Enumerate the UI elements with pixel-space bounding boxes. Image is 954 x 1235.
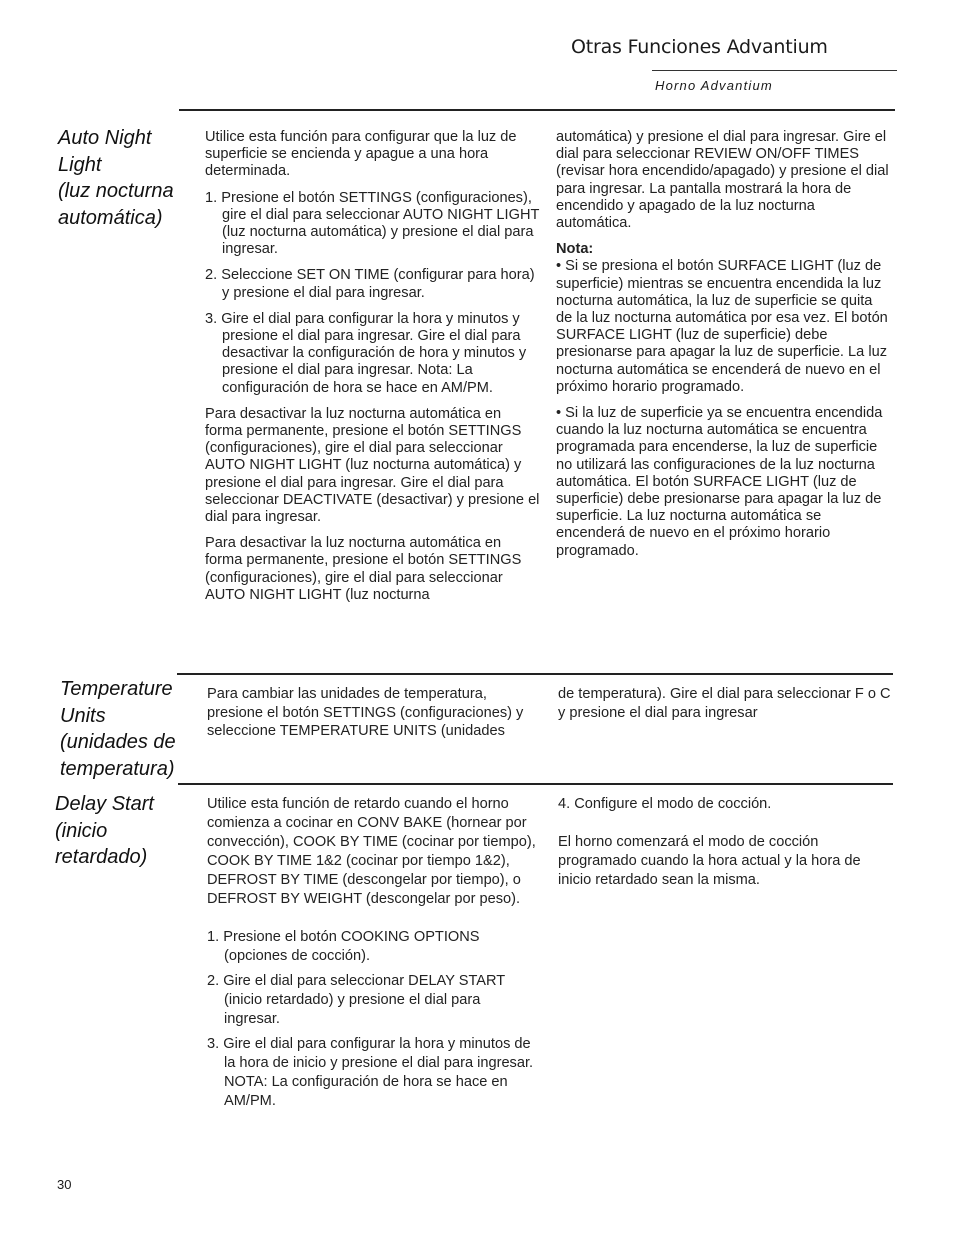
section-title-delay-start (55, 791, 185, 871)
section-title-line: retardado) (55, 846, 148, 868)
paragraph: Para cambiar las unidades de temperatura, presione el botón SETTINGS (configuraciones) y seleccione TEMPERATURE UNITS (unidades (207, 686, 524, 739)
paragraph: Utilice esta función para configurar que la luz de superficie se encienda y apague a una hora determinada. (205, 129, 517, 180)
section-title-line: Light (58, 153, 102, 176)
temperature-units-left-column (207, 685, 537, 750)
paragraph: Utilice esta función de retardo cuando el horno comienza a cocinar en CONV BAKE (hornear por convección), COOK BY TIME (cocinar por tiempo), COOK BY TIME 1&2 (cocinar por tiempo 1&2), DEFROST BY TIME (descongelar por tiempo), o DEFROST BY WEIGHT (descongelar por peso). (207, 796, 536, 907)
section-title-line: (inicio (55, 819, 108, 842)
list-item: 2. Seleccione SET ON TIME (configurar para hora) y presione el dial para ingresar. (205, 267, 535, 301)
section-title-line: Auto Night (58, 127, 152, 149)
section-title-temperature-units (60, 676, 190, 782)
paragraph: Para desactivar la luz nocturna automática en forma permanente, presione el botón SETTINGS (configuraciones), gire el dial para seleccionar AUTO NIGHT LIGHT (luz nocturna (205, 535, 522, 603)
section-divider-delay-start (178, 783, 893, 785)
section-divider-auto-night-light (179, 109, 895, 111)
temperature-units-right-column (558, 685, 894, 731)
auto-night-light-right-column (556, 129, 892, 569)
delay-start-right-column (558, 795, 892, 909)
list-item: 1. Presione el botón COOKING OPTIONS (opciones de cocción). (207, 929, 480, 964)
section-title-line: Units (60, 704, 106, 727)
page-header-title: Otras Funciones Advantium (571, 36, 828, 58)
delay-start-left-column (207, 795, 539, 1120)
section-title-line: temperatura) (60, 757, 175, 780)
list-item: 4. Configure el modo de cocción. (558, 796, 772, 812)
paragraph: de temperatura). Gire el dial para seleccionar F o C y presione el dial para ingresar (558, 686, 891, 721)
page-number: 30 (57, 1177, 72, 1192)
steps-list (205, 190, 541, 397)
list-item: 1. Presione el botón SETTINGS (configuraciones), gire el dial para seleccionar AUTO NIGHT LIGHT (luz nocturna automática) y presione el dial para ingresar. (205, 189, 540, 258)
section-title-line: automática) (58, 206, 163, 229)
section-title-line: Temperature (60, 678, 173, 700)
list-item: 2. Gire el dial para seleccionar DELAY START (inicio retardado) y presione el dial para ingresar. (207, 973, 505, 1027)
steps-list (207, 928, 539, 1111)
section-divider-temperature-units (177, 673, 893, 675)
list-item: 3. Gire el dial para configurar la hora y minutos y presione el dial para ingresar. Gire el dial para desactivar la configuración de hora y minutos y presione el dial para ingresar. Nota: La configuración de hora se hace en AM/PM. (205, 310, 527, 396)
paragraph: El horno comenzará el modo de cocción programado cuando la hora actual y la hora de inicio retardado sean la misma. (558, 834, 861, 888)
list-item: 3. Gire el dial para configurar la hora y minutos de la hora de inicio y presione el dial para ingresar. NOTA: La configuración de hora se hace en AM/PM. (207, 1036, 534, 1109)
section-title-line: (luz nocturna (58, 180, 174, 202)
paragraph: Para desactivar la luz nocturna automática en forma permanente, presione el botón SETTINGS (configuraciones), gire el dial para seleccionar AUTO NIGHT LIGHT (luz nocturna automática) y presione el dial para ingresar. Gire el dial para seleccionar DEACTIVATE (desactivar) y presione el dial para ingresar. (205, 405, 540, 526)
bullet-item: • Si la luz de superficie ya se encuentra encendida cuando la luz nocturna automática se encuentra programada para encenderse, la luz de superficie no utilizará las configuraciones de la luz nocturna automática. El botón SURFACE LIGHT (luz de superficie) debe presionarse para apagar la luz de superficie. La luz nocturna automática se encenderá de nuevo en el próximo horario programado. (556, 405, 883, 559)
section-title-line: Delay Start (55, 793, 154, 815)
section-title-auto-night-light (58, 125, 188, 231)
bullet-item: • Si se presiona el botón SURFACE LIGHT (luz de superficie) mientras se encuentra encendida la luz nocturna automática, la luz de superficie se quita de la luz nocturna automática por esa vez. El botón SURFACE LIGHT (luz de superficie) debe presionarse para apagar la luz de superficie. La luz nocturna automática se encenderá de nuevo en el próximo horario programado. (556, 258, 888, 395)
section-title-line: (unidades de (60, 731, 176, 753)
paragraph: automática) y presione el dial para ingresar. Gire el dial para seleccionar REVIEW ON/OFF TIMES (revisar hora encendido/apagado) y presione el dial para ingresar. La pantalla mostrará la hora de encendido y apagado de la luz nocturna automática. (556, 129, 889, 232)
auto-night-light-left-column (205, 129, 541, 613)
header-divider (652, 70, 897, 71)
note-label: Nota: (556, 241, 594, 258)
page-header-subtitle: Horno Advantium (655, 78, 773, 93)
